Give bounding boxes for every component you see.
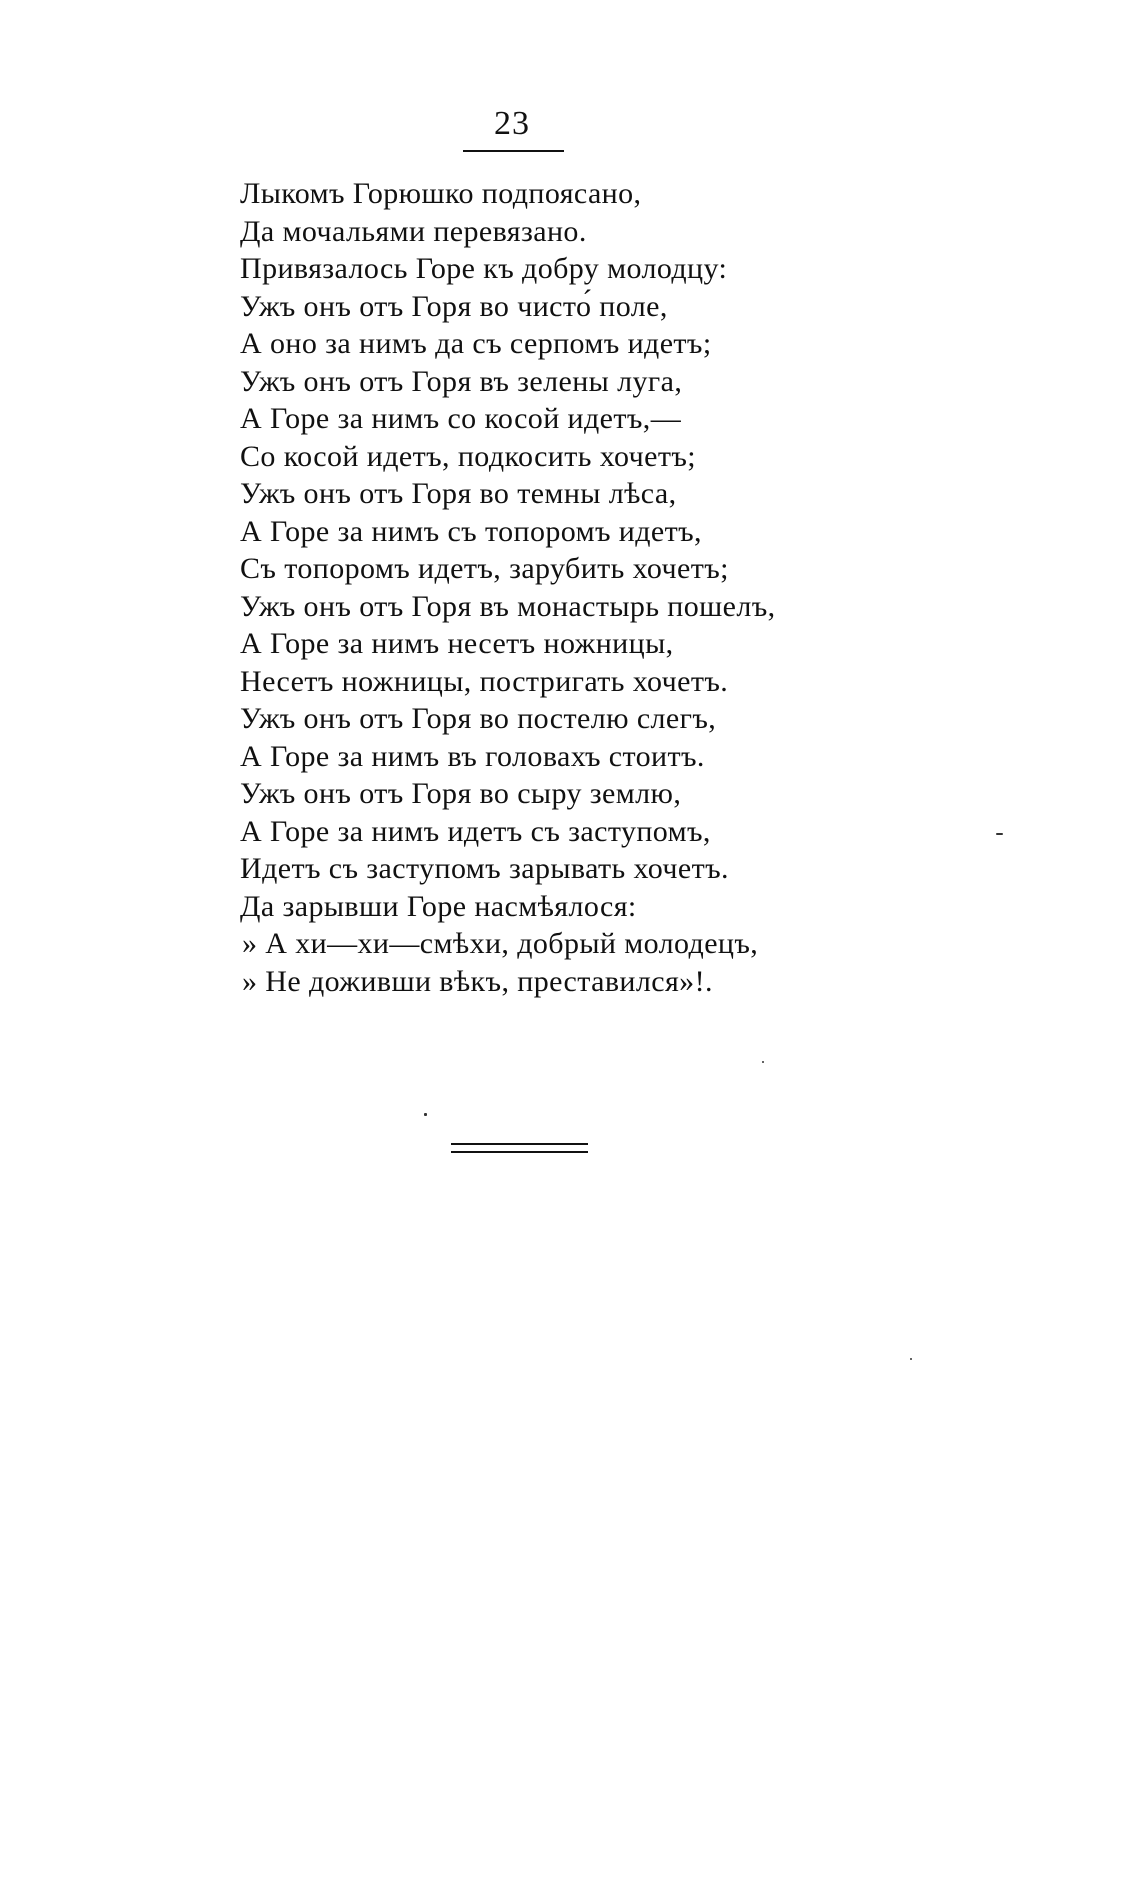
- end-rule-bottom: [451, 1151, 588, 1153]
- end-rule-top: [451, 1143, 588, 1145]
- poem-line: А Горе за нимъ съ топоромъ идетъ,: [240, 514, 702, 548]
- poem-line: Ужъ онъ отъ Горя во сыру землю,: [240, 777, 682, 810]
- page-number: 23: [494, 105, 530, 142]
- poem-line: » А хи—хи—смѣхи, добрый молодецъ,: [242, 927, 759, 960]
- scan-speck: [996, 833, 1003, 835]
- poem-line: Со косой идетъ, подкосить хочетъ;: [240, 439, 696, 473]
- poem-line: А Горе за нимъ со косой идетъ,—: [240, 402, 682, 435]
- poem-line: А Горе за нимъ въ головахъ стоитъ.: [240, 739, 705, 773]
- poem-line: Съ топоромъ идетъ, зарубить хочетъ;: [240, 552, 729, 585]
- poem-line: Привязалось Горе къ добру молодцу:: [240, 252, 728, 285]
- scan-speck: [424, 1113, 427, 1116]
- poem-line: А Горе за нимъ несетъ ножницы,: [240, 627, 674, 660]
- poem-line: Да зарывши Горе насмѣялося:: [240, 889, 637, 923]
- poem-line: Ужъ онъ отъ Горя во чисто́ поле,: [240, 289, 668, 323]
- scan-speck: [910, 1358, 912, 1360]
- poem-line: Идетъ съ заступомъ зарывать хочетъ.: [240, 852, 729, 885]
- poem-line: Ужъ онъ отъ Горя въ монастырь пошелъ,: [240, 589, 776, 623]
- scan-speck: [762, 1061, 764, 1063]
- poem-line: Да мочальями перевязано.: [240, 214, 587, 248]
- poem-line: Ужъ онъ отъ Горя во темны лѣса,: [240, 477, 677, 510]
- poem-line: Ужъ онъ отъ Горя во постелю слегъ,: [240, 702, 717, 735]
- poem-line: А оно за нимъ да съ серпомъ идетъ;: [240, 327, 712, 360]
- poem-line: А Горе за нимъ идетъ съ заступомъ,: [240, 814, 711, 848]
- poem: [240, 175, 776, 1000]
- poem-line: Несетъ ножницы, постригать хочетъ.: [240, 664, 729, 698]
- poem-line: Ужъ онъ отъ Горя въ зелены луга,: [240, 364, 683, 398]
- poem-line: » Не доживши вѣкъ, преставился»!.: [242, 964, 713, 998]
- poem-line: Лыкомъ Горюшко подпоясано,: [240, 177, 642, 210]
- header-rule: [463, 150, 564, 152]
